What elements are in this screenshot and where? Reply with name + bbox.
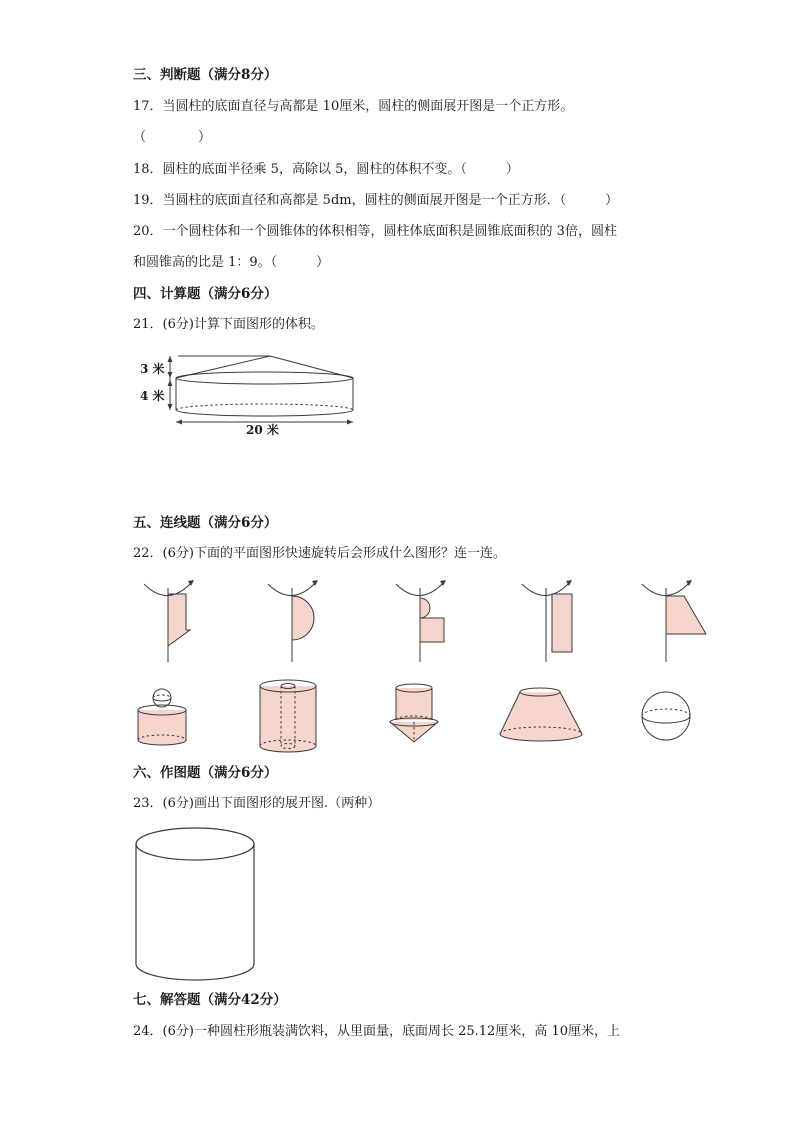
section-5-heading: 五、连线题（满分6分） [133,515,278,531]
question-21: 21．(6分)计算下面图形的体积。 [133,317,324,332]
arrow-up [168,380,173,386]
question-19: 19．当圆柱的底面直径和高都是 5dm，圆柱的侧面展开图是一个正方形．（ ） [133,193,619,208]
section-3-heading: 三、判断题（满分8分） [133,67,278,83]
solid-sphere [636,688,696,748]
label-cylinder-height: 4 米 [140,389,165,403]
question-17: 17．当圆柱的底面直径与高都是 10厘米，圆柱的侧面展开图是一个正方形。 [133,99,574,114]
plane-figure-1 [138,576,198,666]
question-17-answer-blank[interactable]: （ ） [133,130,212,145]
cylinder-drawing [134,826,260,986]
plane-figure-2 [262,576,322,666]
section-7-heading: 七、解答题（满分42分） [133,992,287,1008]
cylinder-cone-figure [130,348,370,438]
section-6-heading: 六、作图题（满分6分） [133,765,278,781]
solid-sphere-on-cylinder [130,680,200,750]
arrow-up [168,356,173,362]
solid-frustum [496,682,596,752]
plane-figure-5 [636,576,716,666]
solid-cylinder-on-cone [382,680,452,755]
label-cone-height: 3 米 [140,362,165,376]
arrow-down [168,372,173,378]
cylinder-bottom-arc [136,964,254,980]
question-24: 24．(6分)一种圆柱形瓶装满饮料，从里面量，底面周长 25.12厘米，高 10厘米，上 [133,1024,620,1039]
cylinder-bottom-front [176,410,353,416]
cylinder-top-ellipse [136,828,254,860]
question-18: 18．圆柱的底面半径乘 5，高除以 5，圆柱的体积不变。（ ） [133,162,519,177]
plane-figure-4 [516,576,576,666]
solid-hollow-cylinder [256,676,326,756]
question-20-line-1: 20．一个圆柱体和一个圆锥体的体积相等，圆柱体底面积是圆锥底面积的 3倍，圆柱 [133,224,617,239]
cylinder-top-ellipse [176,372,353,384]
plane-figure-3 [390,576,450,666]
arrow-down [168,404,173,410]
question-23: 23．(6分)画出下面图形的展开图.（两种） [133,796,381,811]
question-22: 22．(6分)下面的平面图形快速旋转后会形成什么图形？连一连。 [133,546,506,561]
label-diameter: 20 米 [246,423,279,437]
section-4-heading: 四、计算题（满分6分） [133,286,278,302]
question-20-line-2: 和圆锥高的比是 1：9。（ ） [133,255,330,270]
cylinder-bottom-back [176,404,353,410]
arrow-right [347,420,353,425]
arrow-left [176,420,182,425]
